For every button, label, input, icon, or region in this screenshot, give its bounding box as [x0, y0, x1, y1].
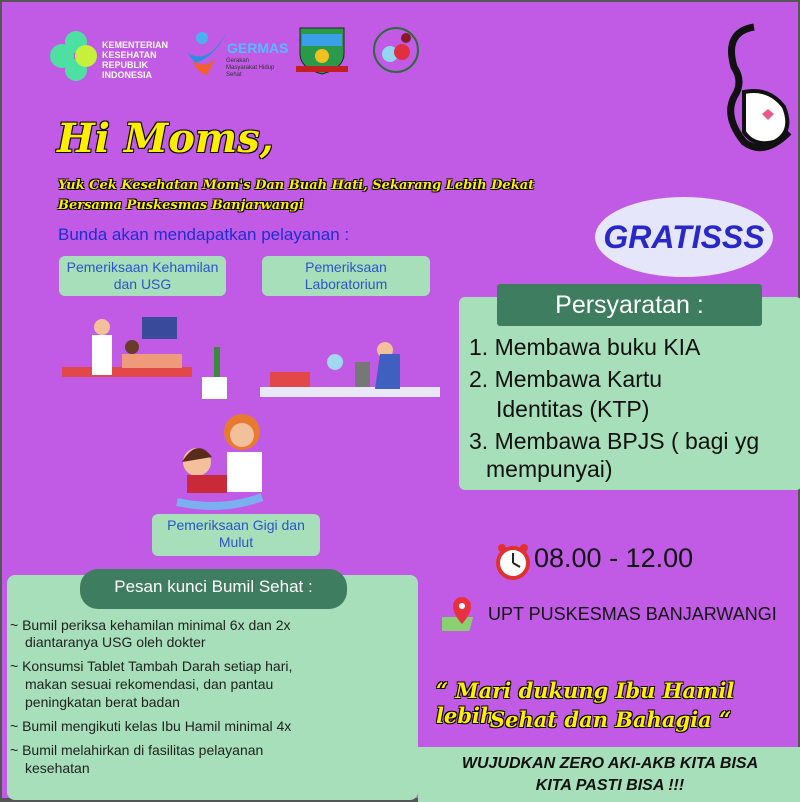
subline-1: Yuk Cek Kesehatan Mom's Dan Buah Hati, Sekarang Lebih Dekat: [58, 178, 535, 193]
logo-line: KEMENTERIAN: [102, 40, 169, 50]
key-message-line: ~ Bumil periksa kehamilan minimal 6x dan 2x: [10, 617, 291, 633]
key-message-line: kesehatan: [25, 760, 90, 776]
germas-title: GERMAS: [227, 40, 289, 56]
location: UPT PUSKESMAS BANJARWANGI: [488, 604, 777, 624]
kemenkes-logo-icon: [48, 30, 98, 82]
service-pregnancy-usg: Pemeriksaan Kehamilan dan USG: [59, 256, 226, 296]
laboratory-illustration-icon: [260, 332, 440, 407]
germas-subtitle: Gerakan Masyarakat Hidup Sehat: [226, 58, 275, 78]
key-messages-title: Pesan kunci Bumil Sehat :: [80, 569, 347, 609]
service-hours: 08.00 - 12.00: [534, 543, 694, 573]
key-message-line: diantaranya USG oleh dokter: [25, 634, 206, 650]
regency-emblem-icon: [294, 24, 350, 76]
requirement-item: 1. Membawa buku KIA: [469, 334, 701, 360]
requirement-item: 3. Membawa BPJS ( bagi yg: [469, 428, 760, 454]
logo-line: REPUBLIK: [102, 60, 149, 70]
quote-line-1: “ Mari dukung Ibu Hamil lebih: [436, 678, 735, 728]
services-intro: Bunda akan mendapatkan pelayanan :: [58, 225, 350, 244]
germas-logo-icon: [185, 27, 230, 77]
free-badge: GRATISSS: [595, 197, 773, 277]
key-message-line: ~ Konsumsi Tablet Tambah Darah setiap hari,: [10, 658, 293, 674]
dental-illustration-icon: [172, 407, 287, 512]
key-message-line: peningkatan berat badan: [25, 694, 180, 710]
headline: Hi Moms,: [57, 115, 274, 162]
pregnant-woman-icon: [714, 22, 799, 157]
footer-line-1: WUJUDKAN ZERO AKI-AKB KITA BISA: [461, 755, 759, 772]
footer-line-2: KITA PASTI BISA !!!: [535, 777, 685, 794]
logo-line: INDONESIA: [102, 70, 153, 80]
logo-line: KESEHATAN: [102, 50, 157, 60]
quote-line-2: Sehat dan Bahagia “: [490, 707, 732, 732]
requirement-item: mempunyai): [486, 456, 613, 482]
footer-banner: [418, 747, 800, 802]
kemenkes-text: [102, 40, 168, 80]
map-pin-icon: [442, 595, 482, 633]
service-dental: Pemeriksaan Gigi dan Mulut: [152, 514, 320, 556]
alarm-clock-icon: [494, 542, 532, 580]
puskesmas-logo-icon: [370, 24, 422, 76]
subline-2: Bersama Puskesmas Banjarwangi: [58, 198, 304, 213]
requirement-item: Identitas (KTP): [496, 396, 650, 422]
key-message-line: makan sesuai rekomendasi, dan pantau: [25, 676, 274, 692]
service-laboratory: Pemeriksaan Laboratorium: [262, 256, 430, 296]
usg-illustration-icon: [62, 307, 242, 402]
key-message-line: ~ Bumil mengikuti kelas Ibu Hamil minimal 4x: [10, 718, 292, 734]
key-message-line: ~ Bumil melahirkan di fasilitas pelayanan: [10, 742, 264, 758]
requirements-title: Persyaratan :: [497, 284, 762, 326]
requirement-item: 2. Membawa Kartu: [469, 366, 663, 392]
